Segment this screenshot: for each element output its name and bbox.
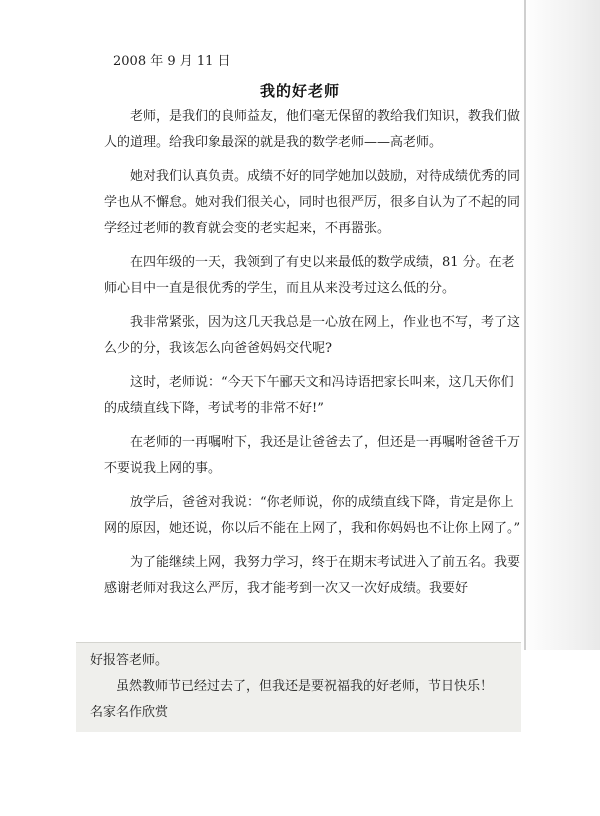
paragraph: 老师，是我们的良师益友，他们毫无保留的教给我们知识，教我们做人的道理。给我印象最深的就是我的数学老师——高老师。: [104, 109, 521, 150]
paragraph: 放学后，爸爸对我说：“你老师说，你的成绩直线下降，肯定是你上网的原因，她还说，你以后不能在上网了，我和你妈妈也不让你上网了。”: [104, 495, 521, 536]
paragraph: 我非常紧张，因为这几天我总是一心放在网上，作业也不写，考了这么少的分，我该怎么向爸爸妈妈交代呢?: [104, 315, 521, 356]
paragraph: 为了能继续上网，我努力学习，终于在期末考试进入了前五名。我要感谢老师对我这么严厉，我才能考到一次又一次好成绩。我要好: [104, 555, 521, 596]
closing-line: 虽然教师节已经过去了，但我还是要祝福我的好老师，节日快乐！: [116, 679, 494, 694]
pasted-strip-edge: [76, 642, 521, 643]
paragraph: 她对我们认真负责。成绩不好的同学她加以鼓励，对待成绩优秀的同学也从不懈怠。她对我们很关心，同时也很严厉，很多自认为了不起的同学经过老师的教育就会变的老实起来，不再嚣张。: [104, 169, 521, 236]
continuation-line: 好报答老师。: [90, 653, 169, 668]
paragraph: 这时，老师说：“今天下午郦天文和冯诗语把家长叫来，这几天你们的成绩直线下降，考试考的非常不好!”: [104, 375, 514, 416]
essay-title: 我的好老师: [259, 82, 340, 100]
essay-continuation: [90, 648, 520, 726]
paragraph: 在老师的一再嘱咐下，我还是让爸爸去了，但还是一再嘱咐爸爸千万不要说我上网的事。: [104, 435, 521, 476]
paragraph: 在四年级的一天，我领到了有史以来最低的数学成绩，81 分。在老师心目中一直是很优秀的学生，而且从来没考过这么低的分。: [104, 255, 515, 296]
section-footer: 名家名作欣赏: [90, 705, 169, 720]
essay-date: 2008 年 9 月 11 日: [113, 54, 231, 69]
essay-body: [104, 104, 524, 610]
